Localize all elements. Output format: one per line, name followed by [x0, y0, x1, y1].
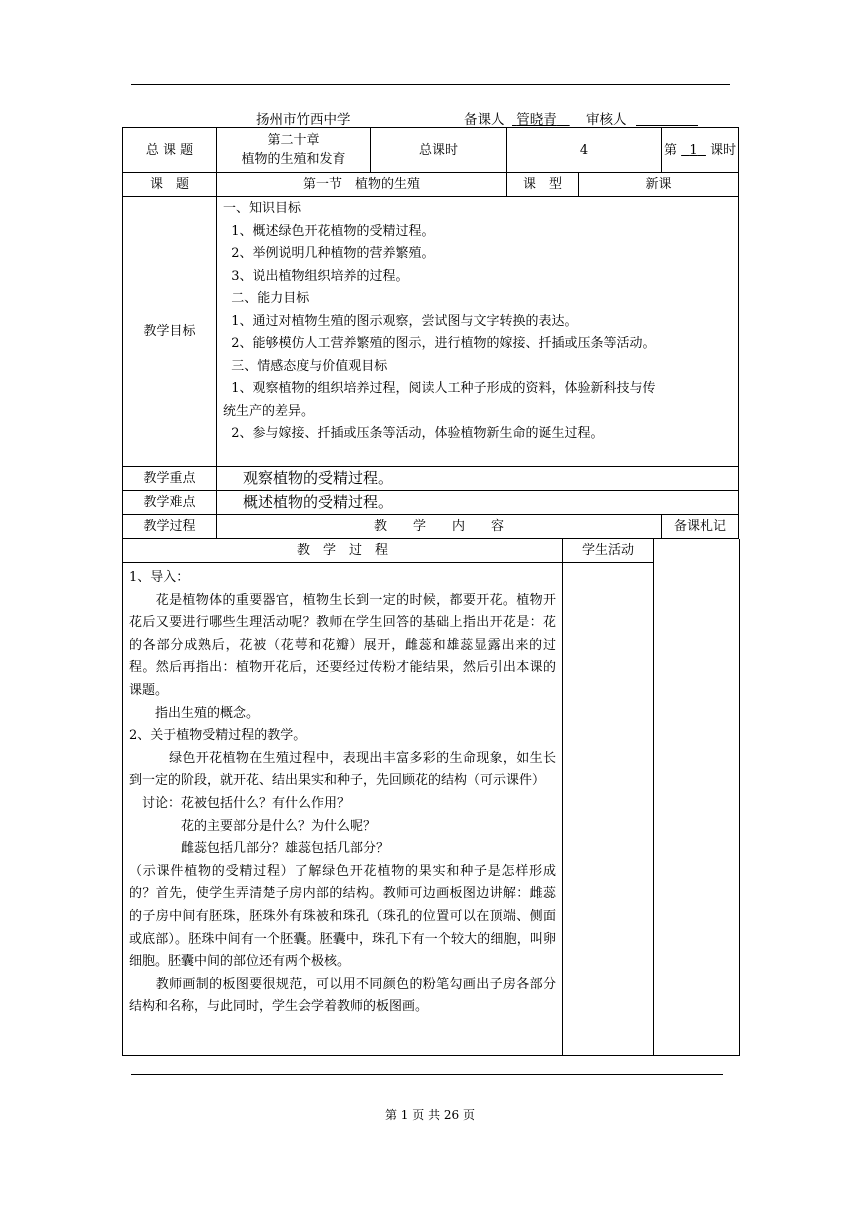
chapter-line2: 植物的生殖和发育 [241, 152, 346, 167]
bottom-rule [131, 1074, 723, 1075]
process-header-row [123, 515, 739, 539]
chapter-line1: 第二十章 [267, 133, 320, 148]
reviewer-blank [636, 125, 698, 126]
objective-line: 2、举例说明几种植物的营养繁殖。 [223, 246, 435, 261]
process-content [123, 563, 563, 1056]
top-rule [131, 84, 730, 85]
process-table [122, 538, 740, 1056]
process-paragraph: 2、关于植物受精过程的教学。 [129, 728, 307, 744]
lesson-number-cell [662, 128, 739, 173]
school-name: 扬州市竹西中学 [256, 112, 351, 128]
type-label: 课 型 [507, 173, 579, 197]
key-point-value: 观察植物的受精过程。 [217, 467, 739, 491]
activity-column-label: 学生活动 [563, 539, 654, 563]
process-paragraph: 花的主要部分是什么？为什么呢？ [129, 818, 377, 834]
objective-line: 2、能够模仿人工营养繁殖的图示，进行植物的嫁接、扦插或压条等活动。 [223, 336, 656, 351]
process-paragraph: 绿色开花植物在生殖过程中，表现出丰富多彩的生命现象，如生长到一定的阶段，就开花、结出果实和种子，先回顾花的结构（可示课件） [129, 750, 556, 789]
key-point-label: 教学重点 [123, 467, 217, 491]
objective-line: 二、能力目标 [223, 291, 310, 306]
process-paragraph: 指出生殖的概念。 [129, 705, 260, 721]
page-number: 1 [400, 1108, 409, 1122]
type-value: 新课 [579, 173, 739, 197]
info-row [123, 128, 739, 173]
content-label: 教 学 内 容 [217, 515, 662, 539]
objective-line: 一、知识目标 [223, 201, 302, 216]
chapter-title [217, 128, 371, 173]
objective-line: 3、说出植物组织培养的过程。 [223, 268, 409, 284]
process-paragraph: 教师画制的板图要很规范，可以用不同颜色的粉笔勾画出子房各部分结构和名称，与此同时，学生会学着教师的板图画。 [129, 976, 556, 1015]
lesson-plan-table [122, 127, 739, 539]
total-topic-label: 总 课 题 [123, 128, 217, 173]
lesson-number: 1 [689, 142, 698, 158]
difficulty-value: 概述植物的受精过程。 [217, 491, 739, 515]
lesson-suffix: 课时 [710, 142, 737, 158]
notes-label: 备课札记 [662, 515, 739, 539]
page-total: 26 [443, 1108, 460, 1122]
process-paragraph: 雌蕊包括几部分？雄蕊包括几部分？ [129, 841, 390, 857]
process-paragraph: 1、导入： [129, 570, 190, 585]
objectives-label: 教学目标 [123, 197, 217, 467]
topic-row [123, 173, 739, 197]
reviewer-label: 审核人 [586, 112, 627, 128]
student-activity-cell [563, 563, 654, 1056]
process-subheader-row [123, 539, 740, 563]
notes-column [654, 539, 740, 1056]
total-hours-value: 4 [507, 128, 662, 173]
process-column-label: 教 学 过 程 [123, 539, 563, 563]
topic-label: 课 题 [123, 173, 217, 197]
key-point-row [123, 467, 739, 491]
difficulty-row [123, 491, 739, 515]
process-label: 教学过程 [123, 515, 217, 539]
objectives-row [123, 197, 739, 467]
objective-line: 1、观察植物的组织培养过程，阅读人工种子形成的资料，体验新科技与传 [223, 381, 656, 396]
objective-line: 三、情感态度与价值观目标 [223, 358, 388, 374]
lesson-prefix: 第 [663, 142, 677, 158]
preparer-label: 备课人 [464, 112, 505, 128]
objective-line: 2、参与嫁接、扦插或压条等活动，体验植物新生命的诞生过程。 [223, 426, 604, 441]
page-footer: 第 1 页 共 26 页 [384, 1108, 476, 1122]
objective-line: 1、概述绿色开花植物的受精过程。 [223, 223, 435, 239]
objective-line: 1、通过对植物生殖的图示观察，尝试图与文字转换的表达。 [223, 313, 578, 329]
process-body-row [123, 563, 740, 1056]
objective-line: 统生产的差异。 [223, 403, 315, 419]
preparer-name: 管晓青 [516, 112, 557, 128]
topic-value: 第一节 植物的生殖 [217, 173, 507, 197]
process-paragraph: （示课件植物的受精过程）了解绿色开花植物的果实和种子是怎样形成的？首先，使学生弄清楚子房内部的结构。教师可边画板图边讲解：雌蕊的子房中间有胚珠，胚珠外有珠被和珠孔（珠孔的位置可以在顶端、侧面或底部）。胚珠中间有一个胚囊。胚囊中，珠孔下有一个较大的细胞，叫卵细胞。胚囊中间的部位还有两个极核。 [129, 863, 556, 970]
difficulty-label: 教学难点 [123, 491, 217, 515]
objectives-content [217, 197, 739, 467]
process-paragraph: 讨论：花被包括什么？有什么作用？ [129, 795, 351, 811]
total-hours-label: 总课时 [371, 128, 507, 173]
process-paragraph: 花是植物体的重要器官，植物生长到一定的时候，都要开花。植物开花后又要进行哪些生理活动呢？教师在学生回答的基础上指出开花是：花的各部分成熟后，花被（花萼和花瓣）展开，雌蕊和雄蕊显露出来的过程。然后再指出：植物开花后，还要经过传粉才能结果，然后引出本课的课题。 [129, 592, 556, 698]
